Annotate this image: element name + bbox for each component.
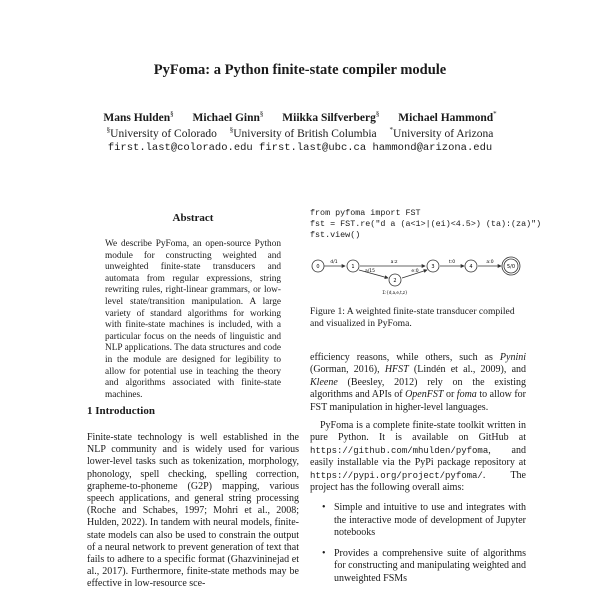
edge-label: e:0 <box>411 269 419 274</box>
svg-text:4: 4 <box>469 264 473 270</box>
affiliation: *University of Arizona <box>389 126 494 140</box>
affiliation: §University of Colorado <box>106 126 217 140</box>
aims-list <box>310 502 526 584</box>
edge-label: a:0 <box>486 260 494 265</box>
edge-label: t:0 <box>448 260 456 265</box>
edge-label: a/15 <box>365 269 375 274</box>
code-line: from pyfoma import FST <box>310 208 421 218</box>
fst-state <box>427 260 439 272</box>
paragraph: PyFoma is a complete finite-state toolkit written in pure Python. It is available on GitHub at https://github.com/mhulden/pyfoma, and easily installable via the PyPi package repository at https://pypi.org/project/pyfoma/. The project has the following overall aims: <box>310 420 526 494</box>
author: Michael Hammond* <box>398 110 497 124</box>
code-line: fst.view() <box>310 230 361 240</box>
fst-final-state <box>502 257 520 275</box>
paper-title: PyFoma: a Python finite-state compiler module <box>153 62 447 78</box>
svg-text:5/0: 5/0 <box>506 264 516 270</box>
bullet-icon: • <box>322 547 326 559</box>
right-column-text <box>310 352 526 585</box>
introduction-text: Finite-state technology is well established in the NLP community and is widely used for various lower-level tasks such as tokenization, morphology, phonology, spell checking, spelling correction, grapheme-to-phoneme (G2P) mapping, various speech applications, and general string processing (Roche and Schabes, 1997; Mohri et al., 2008; Hulden, 2022). In tandem with neural models, finite-state models can also be used to constrain the output of a neural network to prevent generation of text that fails to adhere to a specific format (Ghazvininejad et al., 2017). Furthermore, finite-state methods may be effective in low-resource sce- <box>87 432 299 590</box>
author-emails: first.last@colorado.edu first.last@ubc.ca hammond@arizona.edu <box>107 142 493 154</box>
fst-state <box>465 260 477 272</box>
fst-state <box>312 260 324 272</box>
state-label: Σ:{d,a,e,t,z} <box>382 290 408 295</box>
author: Michael Ginn§ <box>192 110 264 124</box>
author: Miikka Silfverberg§ <box>282 110 380 124</box>
svg-text:2: 2 <box>393 278 397 284</box>
section-heading-introduction: 1 Introduction <box>87 405 155 417</box>
affiliation-list <box>0 126 600 140</box>
pypi-link[interactable]: https://pypi.org/project/pyfoma/ <box>310 470 483 481</box>
github-link[interactable]: https://github.com/mhulden/pyfoma <box>310 445 489 456</box>
figure-caption: Figure 1: A weighted finite-state transducer compiled and visualized in PyFoma. <box>310 306 515 329</box>
fst-state <box>389 274 401 286</box>
fst-state <box>347 260 359 272</box>
paragraph: efficiency reasons, while others, such as Pynini (Gorman, 2016), HFST (Lindén et al., 2009), and Kleene (Beesley, 2012) rely on the existing algorithms and APIs of OpenFST or foma to allow for FST manipulation in higher-level languages. <box>310 352 527 413</box>
author-list <box>0 110 600 124</box>
svg-text:3: 3 <box>431 264 435 270</box>
code-line: fst = FST.re("d a (a<1>|(ei)<4.5>) (ta):(za)") <box>310 219 542 229</box>
edge-label: a:z <box>390 260 398 265</box>
code-listing <box>310 208 541 241</box>
author: Mans Hulden§ <box>103 110 174 124</box>
abstract-text: We describe PyFoma, an open-source Python module for constructing weighted and unweighted finite-state transducers and automata from regular expressions, string rewriting rules, right-linear grammars, or low-level state/transition manipulation. A large variety of standard algorithms for working with finite-state machines is included, with a particular focus on the needs of linguistic and NLP applications. The data structures and code in the module are designed for legibility to allow for potential use in teaching the theory and algorithms associated with finite-state machines. <box>105 239 281 400</box>
list-item: • Provides a comprehensive suite of algorithms for constructing and manipulating weighted and unweighted FSMs <box>322 547 526 584</box>
abstract-heading: Abstract <box>172 212 214 224</box>
edge-label: d/1 <box>330 260 338 265</box>
svg-text:0: 0 <box>316 264 320 270</box>
fst-diagram <box>308 250 528 298</box>
list-item: • Simple and intuitive to use and integrates with the interactive mode of development of Jupyter notebooks <box>322 502 526 539</box>
bullet-icon: • <box>322 502 326 514</box>
svg-text:1: 1 <box>351 264 355 270</box>
affiliation: §University of British Columbia <box>229 126 377 140</box>
